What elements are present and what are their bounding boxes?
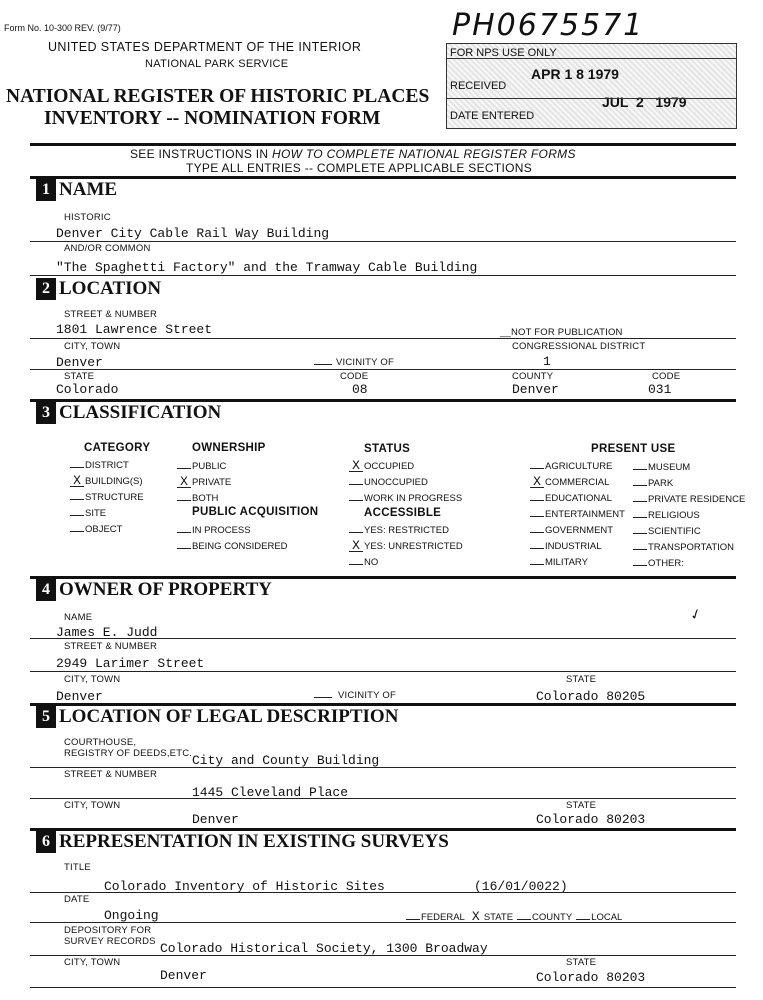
common-name-label: AND/OR COMMON <box>64 243 151 254</box>
section-6-heading <box>36 831 449 853</box>
category-header: CATEGORY <box>84 442 151 454</box>
checkbox-mark[interactable] <box>349 532 363 533</box>
checkbox-mark[interactable] <box>633 517 647 518</box>
checkbox-option[interactable] <box>633 542 734 553</box>
handwritten-reference-number: PH0675571 <box>452 8 645 43</box>
section-title: CLASSIFICATION <box>59 402 222 423</box>
received-stamp: APR 1 8 1979 <box>531 66 619 82</box>
nps-use-box <box>446 43 737 129</box>
checkbox-option[interactable] <box>177 541 288 552</box>
checkbox-label: BUILDING(S) <box>85 476 143 487</box>
checkbox-label: FEDERAL <box>421 912 465 923</box>
section-number: 4 <box>36 579 56 601</box>
checkbox-label: STRUCTURE <box>85 492 144 503</box>
checkbox-label: UNOCCUPIED <box>364 477 428 488</box>
survey-title-value[interactable]: Colorado Inventory of Historic Sites <box>104 879 385 894</box>
checkbox-option[interactable] <box>349 458 415 473</box>
checkbox-label: BOTH <box>192 493 219 504</box>
received-label: RECEIVED <box>450 80 507 92</box>
section-title: REPRESENTATION IN EXISTING SURVEYS <box>59 831 449 852</box>
checkbox-mark[interactable] <box>633 501 647 502</box>
county-value[interactable]: Denver <box>512 382 559 397</box>
checkbox-label: SITE <box>85 508 107 519</box>
checkbox-mark[interactable] <box>530 532 544 533</box>
status-header: STATUS <box>364 443 411 455</box>
section-2-heading <box>36 278 161 300</box>
checkbox-mark[interactable] <box>633 549 647 550</box>
checkbox-mark[interactable] <box>530 548 544 549</box>
checkbox-option[interactable] <box>530 525 613 536</box>
checkbox-label: NO <box>364 557 379 568</box>
checkbox-option[interactable] <box>530 557 588 568</box>
checkbox-option[interactable] <box>530 474 610 489</box>
checkbox-label: OBJECT <box>85 524 123 535</box>
checkbox-mark[interactable] <box>530 516 544 517</box>
city-label: CITY, TOWN <box>64 341 121 352</box>
department-name: UNITED STATES DEPARTMENT OF THE INTERIOR <box>48 40 362 54</box>
present-use-header: PRESENT USE <box>591 443 676 455</box>
owner-street-label: STREET & NUMBER <box>64 641 158 652</box>
checkbox-label: RELIGIOUS <box>648 510 700 521</box>
survey-city-value[interactable]: Denver <box>160 968 207 983</box>
courthouse-label-line1: COURTHOUSE, <box>64 737 137 748</box>
checkbox-mark[interactable] <box>177 548 191 549</box>
date-entered-label: DATE ENTERED <box>450 110 535 122</box>
checkbox-mark[interactable]: X <box>349 461 363 472</box>
checkbox-option[interactable] <box>349 493 462 504</box>
street-value[interactable]: 1801 Lawrence Street <box>56 322 213 337</box>
state-code-label: CODE <box>340 371 369 382</box>
checkbox-label: PUBLIC <box>192 461 227 472</box>
checkbox-mark[interactable] <box>349 564 363 565</box>
checkbox-label: PRIVATE <box>192 477 232 488</box>
checkbox-mark[interactable]: X <box>177 477 191 488</box>
congressional-district-label: CONGRESSIONAL DISTRICT <box>512 341 646 352</box>
checkbox-label: INDUSTRIAL <box>545 541 602 552</box>
checkbox-mark[interactable] <box>70 515 84 516</box>
form-title-line2: INVENTORY -- NOMINATION FORM <box>44 108 381 129</box>
section-title: OWNER OF PROPERTY <box>59 579 272 600</box>
section-title: LOCATION OF LEGAL DESCRIPTION <box>59 706 399 727</box>
checkbox-option[interactable] <box>349 525 449 536</box>
checkbox-option[interactable] <box>70 473 143 488</box>
checkbox-mark[interactable] <box>349 500 363 501</box>
checkbox-mark[interactable] <box>633 565 647 566</box>
survey-code-value[interactable]: (16/01/0022) <box>474 879 568 894</box>
common-name-value[interactable]: "The Spaghetti Factory" and the Tramway Cable Building <box>56 260 478 275</box>
legal-city-value[interactable]: Denver <box>192 812 239 827</box>
checkbox-label: EDUCATIONAL <box>545 493 612 504</box>
owner-vicinity-of[interactable]: VICINITY OF <box>314 690 396 701</box>
checkbox-label: PARK <box>648 478 674 489</box>
checkbox-option[interactable] <box>349 538 463 553</box>
checkbox-mark[interactable] <box>633 533 647 534</box>
legal-street-label: STREET & NUMBER <box>64 769 158 780</box>
checkbox-label: TRANSPORTATION <box>648 542 735 553</box>
checkbox-label: WORK IN PROGRESS <box>364 493 463 504</box>
legal-street-value[interactable]: 1445 Cleveland Place <box>192 785 349 800</box>
checkbox-option[interactable] <box>70 524 122 535</box>
checkbox-option[interactable] <box>530 541 601 552</box>
survey-date-value[interactable]: Ongoing <box>104 908 159 923</box>
checkbox-mark[interactable] <box>70 499 84 500</box>
checkbox-label: IN PROCESS <box>192 525 251 536</box>
checkbox-label: YES: UNRESTRICTED <box>364 541 463 552</box>
ownership-header: OWNERSHIP <box>192 442 266 454</box>
county-code-value[interactable]: 031 <box>648 382 672 397</box>
checkbox-mark[interactable] <box>517 919 531 920</box>
form-title-line1: NATIONAL REGISTER OF HISTORIC PLACES <box>6 86 430 107</box>
section-number: 5 <box>36 706 56 728</box>
section-number: 3 <box>36 402 56 424</box>
checkbox-mark[interactable] <box>177 468 191 469</box>
checkbox-label: PRIVATE RESIDENCE <box>648 494 746 505</box>
public-acquisition-header: PUBLIC ACQUISITION <box>192 506 319 518</box>
section-number: 6 <box>36 831 56 853</box>
state-code-value[interactable]: 08 <box>352 382 368 397</box>
street-label: STREET & NUMBER <box>64 309 158 320</box>
section-title: LOCATION <box>59 278 162 299</box>
checkbox-label: MUSEUM <box>648 462 691 473</box>
depository-value[interactable]: Colorado Historical Society, 1300 Broadway <box>160 941 488 956</box>
section-5-heading <box>36 706 398 728</box>
legal-state-value[interactable]: Colorado 80203 <box>536 812 646 827</box>
survey-city-label: CITY, TOWN <box>64 957 121 968</box>
checkbox-mark[interactable] <box>530 500 544 501</box>
checkbox-label: COUNTY <box>532 912 573 923</box>
congressional-district-value[interactable]: 1 <box>543 354 551 369</box>
checkbox-mark[interactable] <box>530 468 544 469</box>
checkbox-option[interactable] <box>177 493 218 504</box>
checkbox-mark[interactable] <box>406 919 420 920</box>
checkbox-option[interactable] <box>530 509 625 520</box>
checkbox-label: STATE <box>483 912 514 923</box>
checkbox-mark[interactable]: X <box>70 476 84 487</box>
checkbox-option[interactable] <box>633 558 684 569</box>
checkbox-mark[interactable]: X <box>530 477 544 488</box>
legal-state-label: STATE <box>566 800 597 811</box>
checkbox-label: GOVERNMENT <box>545 525 614 536</box>
section-number: 1 <box>36 179 56 201</box>
instructions-line2: TYPE ALL ENTRIES -- COMPLETE APPLICABLE SECTIONS <box>186 161 533 175</box>
courthouse-value[interactable]: City and County Building <box>192 753 380 768</box>
checkbox-mark[interactable] <box>177 532 191 533</box>
checkbox-label: SCIENTIFIC <box>648 526 701 537</box>
depository-label-line2: SURVEY RECORDS <box>64 936 156 947</box>
owner-state-label: STATE <box>566 674 597 685</box>
checkbox-option[interactable] <box>177 525 251 536</box>
owner-street-value[interactable]: 2949 Larimer Street <box>56 656 205 671</box>
checkbox-mark[interactable] <box>70 531 84 532</box>
owner-city-value[interactable]: Denver <box>56 689 103 704</box>
checkbox-mark[interactable] <box>349 484 363 485</box>
state-label: STATE <box>64 371 95 382</box>
survey-title-label: TITLE <box>64 862 91 873</box>
section-3-heading <box>36 402 221 424</box>
checkbox-label: COMMERCIAL <box>545 477 610 488</box>
checkbox-option[interactable] <box>70 492 144 503</box>
checkbox-option[interactable] <box>70 460 129 471</box>
city-value[interactable]: Denver <box>56 355 103 370</box>
owner-city-label: CITY, TOWN <box>64 674 121 685</box>
checkbox-label: MILITARY <box>545 557 588 568</box>
survey-state-label: STATE <box>566 957 597 968</box>
survey-state-value[interactable]: Colorado 80203 <box>536 970 646 985</box>
owner-name-label: NAME <box>64 612 93 623</box>
checkbox-option[interactable] <box>177 474 232 489</box>
historic-name-value[interactable]: Denver City Cable Rail Way Building <box>56 226 330 241</box>
form-number: Form No. 10-300 REV. (9/77) <box>4 23 121 33</box>
owner-name-value[interactable]: James E. Judd <box>56 625 158 640</box>
checkbox-label: OTHER: <box>648 558 684 569</box>
depository-label-line1: DEPOSITORY FOR <box>64 925 152 936</box>
checkbox-option[interactable] <box>530 493 612 504</box>
checkbox-mark[interactable] <box>70 467 84 468</box>
checkbox-option[interactable] <box>349 477 428 488</box>
county-label: COUNTY <box>512 371 554 382</box>
accessible-header: ACCESSIBLE <box>364 507 442 519</box>
checkbox-mark[interactable]: X <box>469 912 483 923</box>
service-name: NATIONAL PARK SERVICE <box>145 58 289 70</box>
checkbox-mark[interactable] <box>633 469 647 470</box>
checkbox-option[interactable] <box>530 461 612 472</box>
nps-box-label: FOR NPS USE ONLY <box>450 47 557 59</box>
instructions-line1: SEE INSTRUCTIONS IN HOW TO COMPLETE NATIONAL REGISTER FORMS <box>130 147 576 161</box>
checkbox-option[interactable] <box>633 462 690 473</box>
owner-state-value[interactable]: Colorado 80205 <box>536 689 646 704</box>
section-title: NAME <box>59 179 118 200</box>
survey-date-label: DATE <box>64 894 90 905</box>
historic-label: HISTORIC <box>64 212 111 223</box>
checkbox-label: AGRICULTURE <box>545 461 613 472</box>
checkbox-label: YES: RESTRICTED <box>364 525 449 536</box>
checkbox-mark[interactable] <box>530 564 544 565</box>
checkbox-mark[interactable] <box>576 919 590 920</box>
checkbox-option[interactable] <box>177 461 226 472</box>
courthouse-label-line2: REGISTRY OF DEEDS,ETC. <box>64 748 193 759</box>
checkbox-option[interactable] <box>633 494 745 505</box>
legal-city-label: CITY, TOWN <box>64 800 121 811</box>
checkbox-mark[interactable]: X <box>349 541 363 552</box>
checkbox-option[interactable] <box>70 508 106 519</box>
state-value[interactable]: Colorado <box>56 382 119 397</box>
checkbox-label: DISTRICT <box>85 460 129 471</box>
checkbox-label: LOCAL <box>591 912 623 923</box>
checkbox-mark[interactable] <box>633 485 647 486</box>
section-number: 2 <box>36 278 56 300</box>
checkbox-option[interactable] <box>633 526 701 537</box>
checkbox-option[interactable] <box>633 510 700 521</box>
not-for-publication[interactable]: __NOT FOR PUBLICATION <box>500 327 623 338</box>
handwritten-check-mark: ✓ <box>687 604 704 624</box>
checkbox-option[interactable] <box>349 557 378 568</box>
vicinity-of[interactable]: VICINITY OF <box>314 357 394 368</box>
section-1-heading <box>36 179 117 201</box>
checkbox-option[interactable] <box>633 478 673 489</box>
checkbox-label: ENTERTAINMENT <box>545 509 625 520</box>
checkbox-label: BEING CONSIDERED <box>192 541 288 552</box>
county-code-label: CODE <box>652 371 681 382</box>
checkbox-label: OCCUPIED <box>364 461 415 472</box>
checkbox-mark[interactable] <box>177 500 191 501</box>
section-4-heading <box>36 579 272 601</box>
date-entered-stamp: JUL 2 1979 <box>602 94 687 110</box>
